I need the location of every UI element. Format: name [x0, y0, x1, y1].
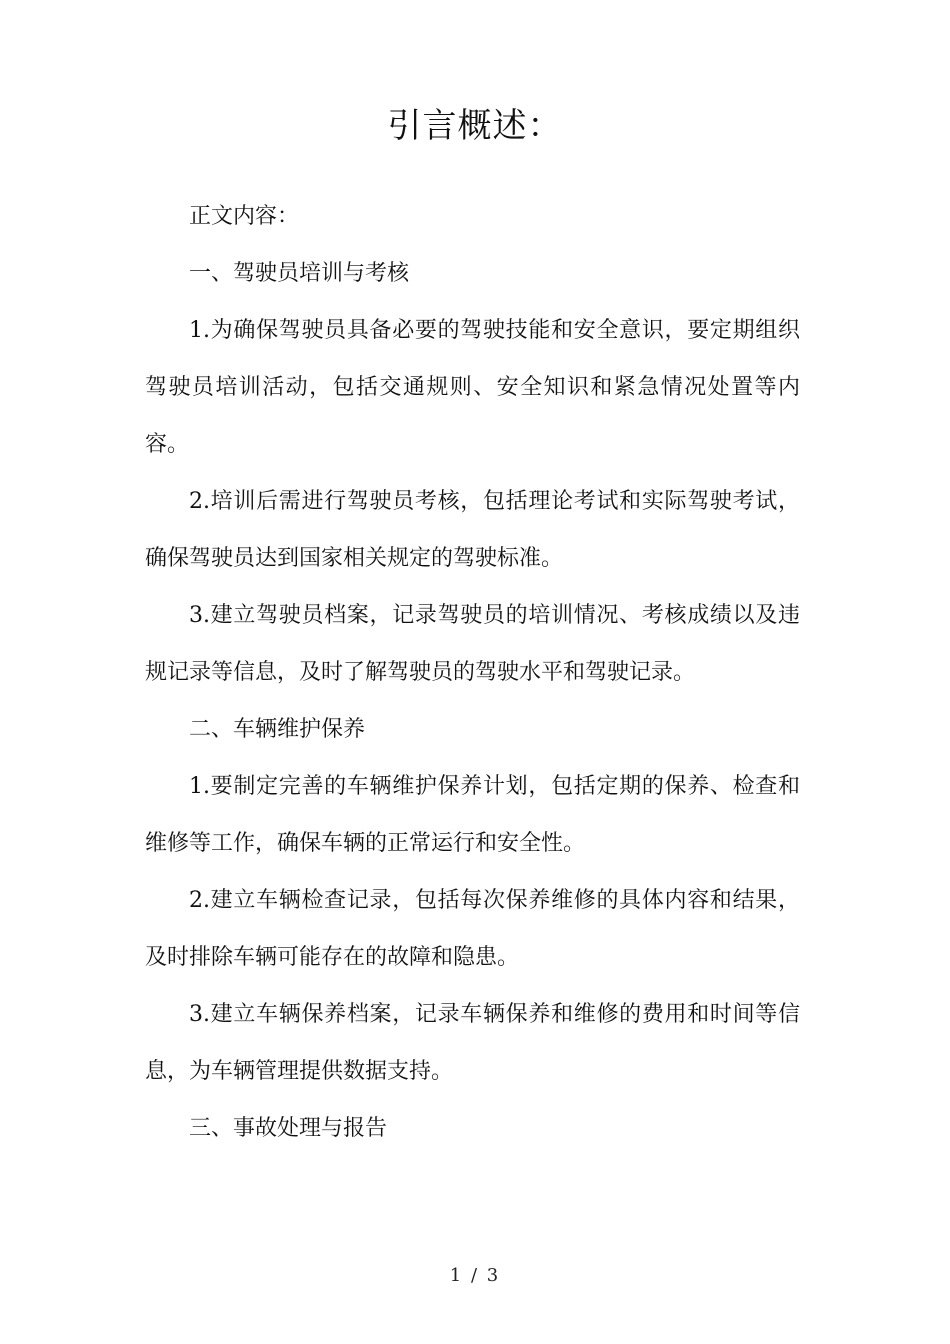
page-title: 引言概述：: [387, 106, 563, 146]
section-heading-1: 一、驾驶员培训与考核: [189, 261, 410, 286]
section-heading-2: 二、车辆维护保养: [189, 717, 366, 742]
section-2-paragraph-3: 3.建立车辆保养档案，记录车辆保养和维修的费用和时间等信息，为车辆管理提供数据支持。: [145, 1002, 800, 1084]
page-number: 1 / 3: [449, 1265, 501, 1286]
section-heading-3: 三、事故处理与报告: [189, 1116, 388, 1141]
section-1-paragraph-3: 3.建立驾驶员档案，记录驾驶员的培训情况、考核成绩以及违规记录等信息，及时了解驾驶员的驾驶水平和驾驶记录。: [145, 603, 800, 685]
section-1-paragraph-2: 2.培训后需进行驾驶员考核，包括理论考试和实际驾驶考试，确保驾驶员达到国家相关规定的驾驶标准。: [145, 489, 800, 571]
document-body: [145, 188, 800, 1157]
section-2-paragraph-2: 2.建立车辆检查记录，包括每次保养维修的具体内容和结果，及时排除车辆可能存在的故障和隐患。: [145, 888, 800, 970]
section-2-paragraph-1: 1.要制定完善的车辆维护保养计划，包括定期的保养、检查和维修等工作，确保车辆的正常运行和安全性。: [145, 774, 800, 856]
intro-label: 正文内容：: [189, 204, 300, 229]
section-1-paragraph-1: 1.为确保驾驶员具备必要的驾驶技能和安全意识，要定期组织驾驶员培训活动，包括交通规则、安全知识和紧急情况处置等内容。: [145, 318, 800, 457]
